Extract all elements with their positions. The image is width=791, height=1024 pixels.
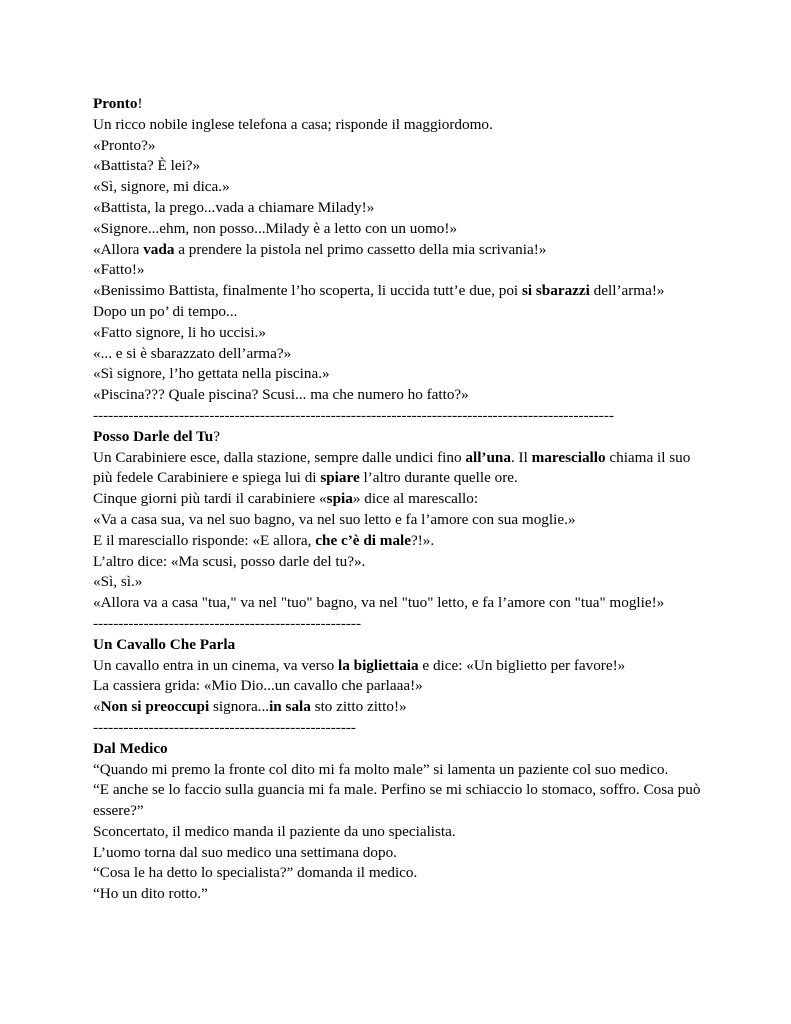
section-title: Pronto — [93, 95, 138, 112]
document-page — [93, 94, 713, 905]
text-line: “Cosa le ha detto lo specialista?” domanda il medico. — [93, 864, 418, 882]
title-punct: ? — [213, 427, 221, 445]
text-line — [93, 281, 713, 302]
section-title: Dal Medico — [93, 739, 168, 757]
text-line: «Fatto!» — [93, 261, 145, 279]
section-title-line — [93, 739, 713, 760]
text-run: e dice: «Un biglietto per favore!» — [418, 656, 626, 674]
joke-pronto — [93, 94, 713, 427]
bold-run: spia — [326, 490, 353, 508]
text-line: L’altro dice: «Ma scusi, posso darle del tu?». — [93, 552, 366, 570]
bold-run: in sala — [269, 698, 311, 716]
text-line — [93, 697, 713, 718]
text-line: «Sì, signore, mi dica.» — [93, 178, 230, 196]
text-line: «Signore...ehm, non posso...Milady è a letto con un uomo!» — [93, 219, 458, 237]
text-line: “Quando mi premo la fronte col dito mi fa molto male” si lamenta un paziente col suo medico. — [93, 760, 669, 778]
separator: ----------------------------------------------------- — [93, 614, 362, 632]
section-title: Posso Darle del Tu — [93, 427, 214, 445]
text-run: . Il — [510, 448, 532, 466]
text-line: «... e si è sbarazzato dell’arma?» — [93, 344, 292, 362]
separator: ---------------------------------------------------- — [93, 718, 356, 736]
text-line: «Piscina??? Quale piscina? Scusi... ma che numero ho fatto?» — [93, 386, 469, 404]
text-line: «Va a casa sua, va nel suo bagno, va nel suo letto e fa l’amore con sua moglie.» — [93, 510, 576, 528]
joke-un-cavallo-che-parla — [93, 635, 713, 739]
bold-run: all’una — [465, 448, 511, 466]
separator: ------------------------------------------------------------------------------------------------------- — [93, 406, 614, 424]
text-run: chiama il suo più fedele Carabiniere e spiega lui di — [93, 448, 691, 487]
bold-run: Non si preoccupi — [100, 698, 210, 716]
text-run: «Allora — [93, 240, 144, 258]
text-run: sto zitto zitto!» — [310, 698, 407, 716]
section-title-line — [93, 94, 713, 115]
paragraph: “E anche se lo faccio sulla guancia mi fa male. Perfino se mi schiaccio lo stomaco, soffro. Cosa può essere?” — [93, 781, 701, 820]
text-line: «Battista, la prego...vada a chiamare Milady!» — [93, 198, 375, 216]
text-line — [93, 489, 713, 510]
text-run: « — [93, 698, 101, 716]
text-line — [93, 531, 713, 552]
joke-dal-medico — [93, 739, 713, 905]
bold-run: si sbarazzi — [521, 282, 590, 300]
text-line: «Sì, sì.» — [93, 573, 143, 591]
bold-run: che c’è di male — [315, 531, 411, 549]
paragraph — [93, 448, 713, 490]
text-run: «Benissimo Battista, finalmente l’ho scoperta, li uccida tutt’e due, poi — [93, 282, 522, 300]
text-run: a prendere la pistola nel primo cassetto della mia scrivania!» — [174, 240, 547, 258]
text-run: Un Carabiniere esce, dalla stazione, sempre dalle undici fino — [93, 448, 466, 466]
text-line: «Sì signore, l’ho gettata nella piscina.» — [93, 365, 330, 383]
text-line: «Fatto signore, li ho uccisi.» — [93, 323, 266, 341]
bold-run: maresciallo — [531, 448, 606, 466]
text-run: Cinque giorni più tardi il carabiniere « — [93, 490, 327, 508]
section-title: Un Cavallo Che Parla — [93, 635, 236, 653]
title-punct: ! — [137, 95, 143, 112]
text-line: «Pronto?» — [93, 136, 156, 154]
text-line — [93, 656, 713, 677]
text-run: dell’arma!» — [589, 282, 665, 300]
joke-posso-darle-del-tu — [93, 427, 713, 635]
text-line: Sconcertato, il medico manda il paziente da uno specialista. — [93, 822, 456, 840]
text-run: Un cavallo entra in un cinema, va verso — [93, 656, 339, 674]
text-line: «Battista? È lei?» — [93, 157, 201, 175]
text-run: E il maresciallo risponde: «E allora, — [93, 531, 316, 549]
text-line: “Ho un dito rotto.” — [93, 885, 208, 903]
text-line: L’uomo torna dal suo medico una settimana dopo. — [93, 843, 397, 861]
text-line — [93, 240, 713, 261]
text-run: l’altro durante quelle ore. — [359, 469, 518, 487]
text-line: «Allora va a casa "tua," va nel "tuo" bagno, va nel "tuo" letto, e fa l’amore con "tua" moglie!» — [93, 594, 665, 612]
text-run: ?!». — [411, 531, 435, 549]
text-line: Dopo un po’ di tempo... — [93, 302, 238, 320]
section-title-line — [93, 635, 713, 656]
text-line: Un ricco nobile inglese telefona a casa; risponde il maggiordomo. — [93, 115, 493, 133]
bold-run: spiare — [320, 469, 360, 487]
section-title-line — [93, 427, 713, 448]
text-line: La cassiera grida: «Mio Dio...un cavallo che parlaaa!» — [93, 677, 423, 695]
bold-run: vada — [143, 240, 175, 258]
text-run: » dice al marescallo: — [352, 490, 479, 508]
bold-run: la bigliettaia — [338, 656, 419, 674]
text-run: signora... — [209, 698, 270, 716]
